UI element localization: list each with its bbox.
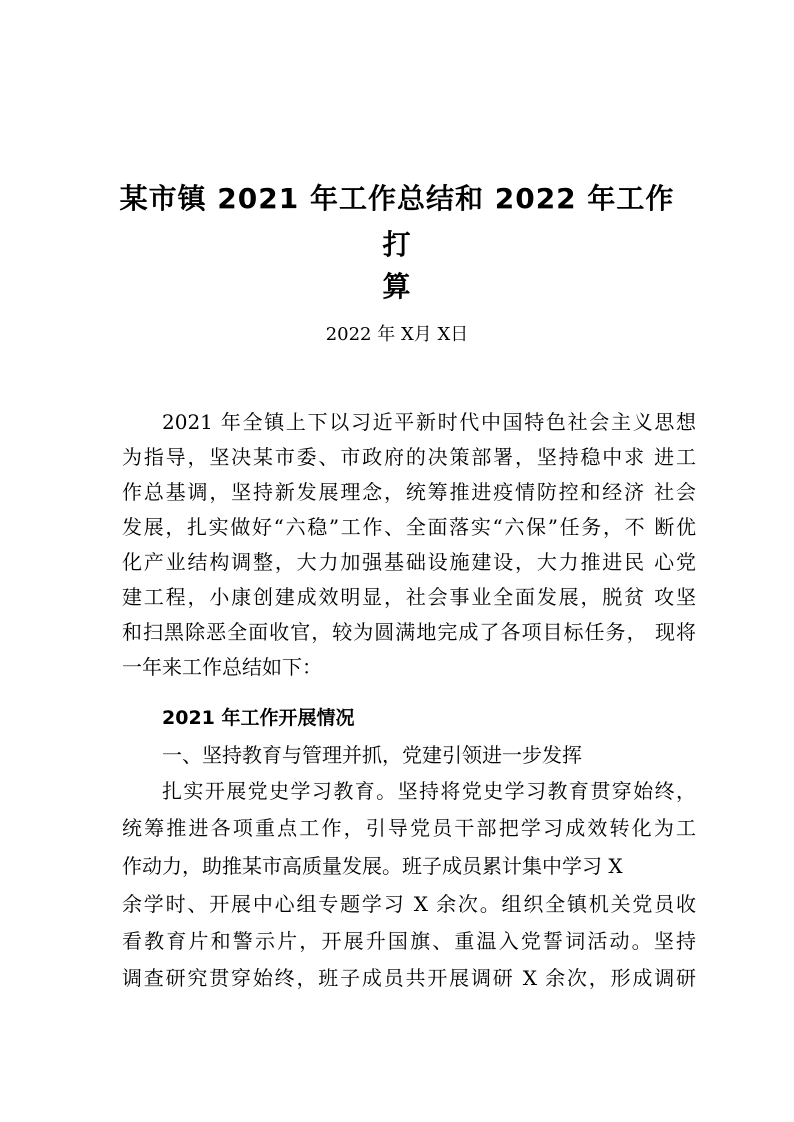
paragraph-line: 建工程，小康创建成效明显，社会事业全面发展，脱贫 攻坚 [122,585,696,609]
paragraph-line: 化产业结构调整，大力加强基础设施建设，大力推进民 心党 [122,550,696,574]
paragraph-line: 调查研究贯穿始终，班子成员共开展调研 X 余次，形成调研 [122,966,696,990]
paragraph-line: 发展，扎实做好“六稳”工作、全面落实“六保”任务，不 断优 [122,515,696,539]
paragraph-line: 和扫黑除恶全面收官，较为圆满地完成了各项目标任务， 现将 [122,620,696,644]
paragraph-line: 一年来工作总结如下： [122,655,322,679]
document-title-line-1: 某市镇 2021 年工作总结和 2022 年工作 [119,182,675,215]
paragraph-line: 余学时、开展中心组专题学习 X 余次。组织全镇机关党员收 [122,892,696,916]
subsection-heading: 一、坚持教育与管理并抓，党建引领进一步发挥 [162,743,582,767]
section-heading: 2021 年工作开展情况 [162,707,355,729]
paragraph-line: 作总基调，坚持新发展理念，统筹推进疫情防控和经济 社会 [122,480,696,504]
document-title-line-3: 算 [382,270,412,303]
paragraph-line: 统筹推进各项重点工作，引导党员干部把学习成效转化为工 [122,816,696,840]
paragraph-line: 2021 年全镇上下以习近平新时代中国特色社会主义思想 [162,410,696,434]
paragraph-line: 扎实开展党史学习教育。坚持将党史学习教育贯穿始终， [162,779,696,803]
paragraph-line: 为指导，坚决某市委、市政府的决策部署，坚持稳中求 进工 [122,445,696,469]
paragraph-line: 看教育片和警示片，开展升国旗、重温入党誓词活动。坚持 [122,929,696,953]
document-date: 2022 年 X月 X日 [325,324,469,345]
paragraph-line: 作动力，助推某市高质量发展。班子成员累计集中学习 X [122,854,623,878]
document-title-line-2: 打 [382,228,412,261]
